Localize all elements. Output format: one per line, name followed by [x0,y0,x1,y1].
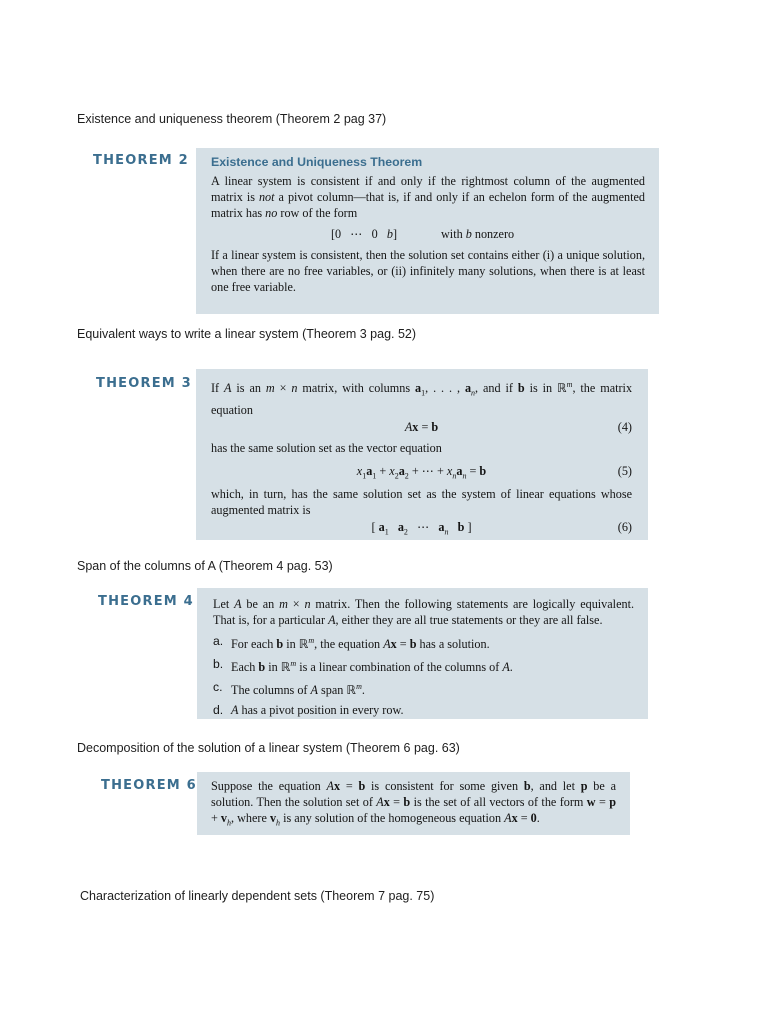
theorem-4-item-c: c. The columns of A span ℝ$^m$. [213,680,365,698]
heading-theorem-3: Equivalent ways to write a linear system (Theorem 3 pag. 52) [77,327,417,341]
theorem-6-box [197,772,630,835]
theorem-2-row-form: [0 ⋯ 0 b] with b nonzero [331,227,515,241]
theorem-6-text: Suppose the equation Ax = b is consistent for some given b, and let p be a solution. Then the solution set of Ax = b is the set of all vectors of the form $w = p + v_h$, where $v_h$ is any solution of the homogeneous equation Ax = 0. [211,779,616,828]
equation-4: Ax = b (4) [404,419,632,434]
theorem-3-box [196,369,648,540]
equation-5: $x_1a_1 + x_2a_2$ + ⋯ + $x_na_n = b$ (5) [356,463,632,480]
theorem-4-text: Let A be an m × n matrix. Then the following statements are logically equivalent. That is, for a particular A, either they are all true statements or they are all false. [213,597,635,627]
theorem-2-text-2: If a linear system is consistent, then the solution set contains either (i) a unique solution, when there are no free variables, or (ii) infinitely many solutions, when there is at least one free variable. [211,248,645,294]
theorem-4-item-a: a. For each b in ℝ$^m$, the equation Ax = b has a solution. [213,634,490,652]
theorem-2-label: THEOREM 2 [93,153,189,168]
theorem-2-text-1: A linear system is consistent if and only if the rightmost column of the augmented matrix is not a pivot column—that is, if and only if an echelon form of the augmented matrix has no row of the form [211,174,645,220]
heading-theorem-7: Characterization of linearly dependent sets (Theorem 7 pag. 75) [80,889,435,903]
heading-theorem-4: Span of the columns of A (Theorem 4 pag. 53) [77,559,333,573]
theorem-3-text-2: has the same solution set as the vector equation [211,440,442,455]
theorem-6-label: THEOREM 6 [101,778,197,793]
theorem-4-box [197,588,648,719]
heading-theorem-6: Decomposition of the solution of a linear system (Theorem 6 pag. 63) [77,741,460,755]
theorem-4-item-d: d. A has a pivot position in every row. [213,703,404,718]
heading-theorem-2: Existence and uniqueness theorem (Theorem 2 pag 37) [77,112,387,126]
theorem-2-title: Existence and Uniqueness Theorem [211,155,423,169]
theorem-2-box [196,148,659,314]
theorem-4-item-b: b. Each b in ℝ$^m$ is a linear combination of the columns of A. [213,657,513,675]
equation-6: [ $a_1$ $a_2$ ⋯ $a_n$ b ] (6) [371,519,632,536]
theorem-3-label: THEOREM 3 [96,376,192,391]
theorem-3-text-3: which, in turn, has the same solution set as the system of linear equations whose augmented matrix is [211,486,632,517]
theorem-4-label: THEOREM 4 [98,594,194,609]
theorem-3-text-1: If A is an m × n matrix, with columns $a_1$, . . . , $a_n$, and if b is in ℝ$^m$, the matrix equation [211,380,633,417]
